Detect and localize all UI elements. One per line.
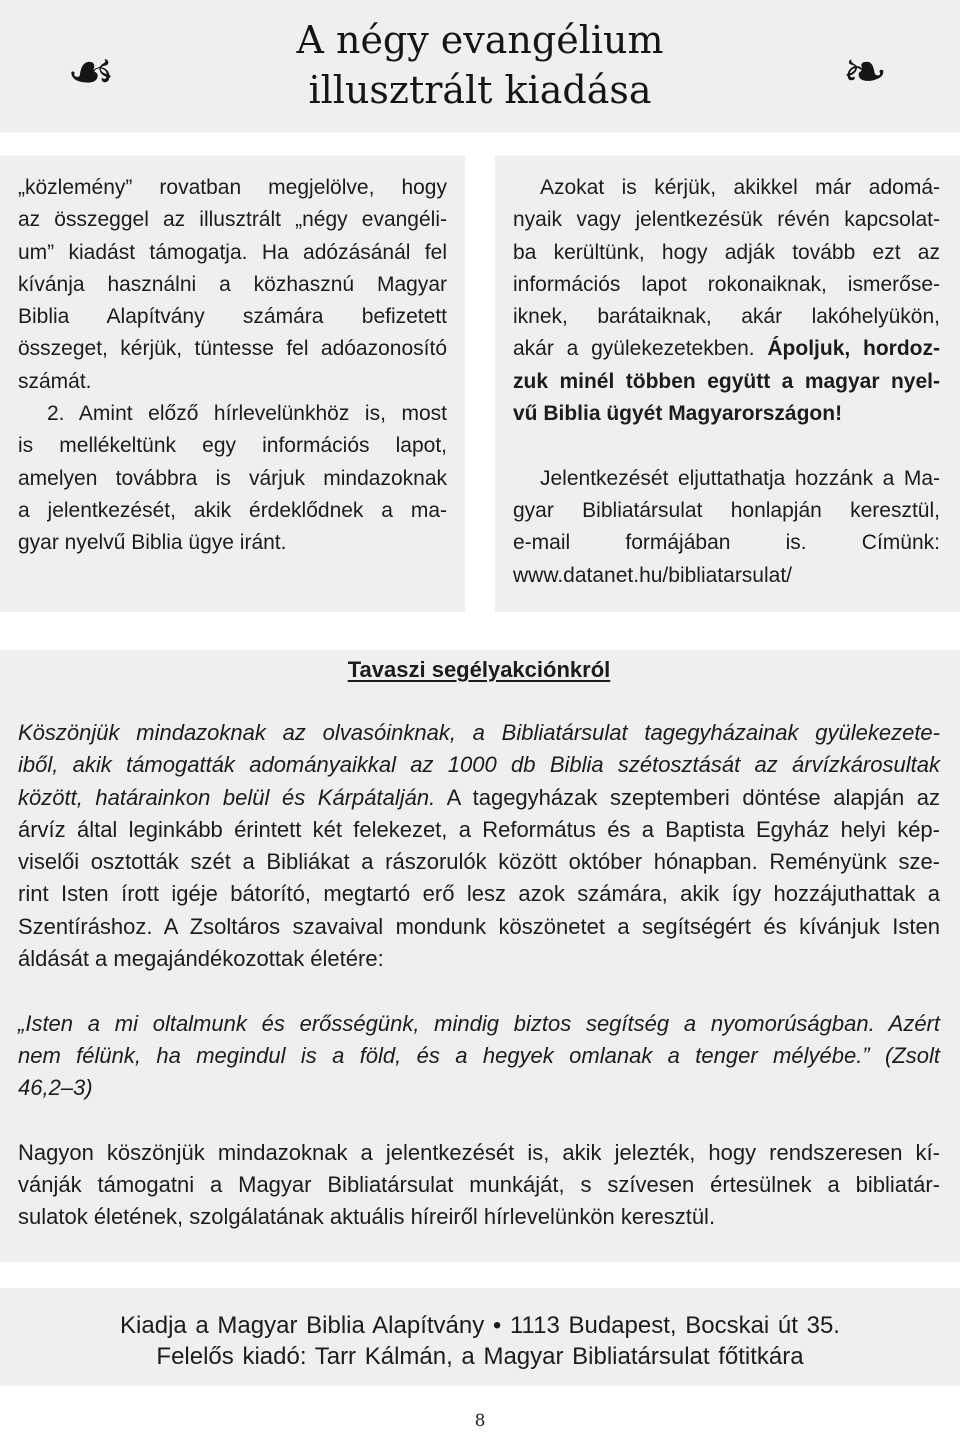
notice-line xyxy=(18,846,940,878)
right-column-bold-text: Ápoljuk, hordoz- xyxy=(767,337,940,361)
left-column-line xyxy=(18,527,447,559)
floral-heart-ornament-right-icon: ❧ xyxy=(842,40,888,103)
left-column-line xyxy=(18,204,447,236)
notice-line xyxy=(18,878,940,910)
notice-italic-text: 46,2–3) xyxy=(18,1075,93,1101)
left-column-text xyxy=(18,172,447,560)
right-column-bold-text: zuk minél többen együtt a magyar nyel- xyxy=(513,369,940,393)
notice-paragraph xyxy=(18,1008,940,1105)
notice-italic-text: iből, akik támogatták adományaikkal az 1000 db Biblia szétosztását az árvízkárosultak xyxy=(18,752,940,778)
right-column-text: iknek, barátaiknak, akár lakóhelyükön, xyxy=(513,305,940,329)
right-column-line xyxy=(513,463,940,495)
responsible-editor-line: Felelős kiadó: Tarr Kálmán, a Magyar Bibliatársulat főtitkára xyxy=(156,1342,804,1370)
left-column-line xyxy=(18,398,447,430)
notice-text: Nagyon köszönjük mindazoknak a jelentkezését is, akik jelezték, hogy rendszeresen kí- xyxy=(18,1139,940,1165)
notice-italic-text: Köszönjük mindazoknak az olvasóinknak, a Bibliatársulat tagegyházainak gyülekezete- xyxy=(18,720,940,745)
right-column-line xyxy=(513,301,940,333)
notice-italic-text: „Isten a mi oltalmunk és erősségünk, mindig biztos segítség a nyomorúságban. Azért xyxy=(18,1010,940,1036)
notice-line xyxy=(18,911,940,943)
notice-paragraph xyxy=(18,1137,940,1234)
right-column-line xyxy=(513,269,940,301)
notice-plain-text: A tagegyházak szeptemberi döntése alapján az xyxy=(435,784,940,810)
right-column-text: gyar Bibliatársulat honlapján keresztül, xyxy=(513,498,940,522)
notice-text xyxy=(18,717,940,1234)
right-column-line xyxy=(513,366,940,398)
left-column-paragraph xyxy=(18,172,447,398)
header-banner xyxy=(0,0,960,133)
title-line-2: illusztrált kiadása xyxy=(308,68,652,112)
left-column-text: kívánja használni a közhasznú Magyar xyxy=(18,272,447,296)
left-column-text: 2. Amint előző hírlevelünkhöz is, most xyxy=(47,402,447,426)
notice-line xyxy=(18,1201,940,1233)
left-column-line xyxy=(18,237,447,269)
right-column-plain-text: akár a gyülekezetekben. xyxy=(513,337,768,361)
left-column-text: Biblia Alapítvány számára befizetett xyxy=(18,305,447,329)
notice-italic-text: nem félünk, ha megindul is a föld, és a hegyek omlanak a tenger mélyébe.” (Zsolt xyxy=(18,1042,940,1068)
left-column-line xyxy=(18,430,447,462)
right-column-line xyxy=(513,204,940,236)
notice-text: vánják támogatni a Magyar Bibliatársulat munkáját, s szívesen értesülnek a bibliatár- xyxy=(18,1172,940,1198)
notice-line xyxy=(18,1169,940,1201)
right-column-text: e-mail formájában is. Címünk: xyxy=(513,531,940,555)
left-column-line xyxy=(18,301,447,333)
left-column-line xyxy=(18,463,447,495)
publisher-line: Kiadja a Magyar Biblia Alapítvány • 1113 Budapest, Bocskai út 35. xyxy=(120,1311,840,1339)
right-column-text: ba kerültünk, hogy adják tovább ezt az xyxy=(513,240,940,264)
right-column-text: Azokat is kérjük, akikkel már adomá- xyxy=(540,176,940,199)
notice-line xyxy=(18,814,940,846)
notice-line xyxy=(18,782,940,814)
notice-text: árvíz által leginkább érintett két felekezet, a Református és a Baptista Egyház helyi kép- xyxy=(18,816,940,842)
left-column-text: gyar nyelvű Biblia ügye iránt. xyxy=(18,531,287,555)
notice-text: Szentíráshoz. A Zsoltáros szavaival mondunk köszönetet a segítségért és kívánjuk Isten xyxy=(18,913,940,939)
notice-line xyxy=(18,1040,940,1072)
left-column-text: számát. xyxy=(18,369,92,393)
notice-heading: Tavaszi segélyakciónkról xyxy=(347,657,611,682)
notice-text: áldását a megajándékozottak életére: xyxy=(18,946,384,972)
right-column-bold-text: vű Biblia ügyét Magyarországon! xyxy=(513,402,843,426)
notice-line xyxy=(18,1137,940,1169)
notice-line xyxy=(18,1072,940,1104)
notice-paragraph xyxy=(18,717,940,975)
left-column-text: az összeggel az illusztrált „négy evangéli- xyxy=(18,208,447,232)
right-column-line xyxy=(513,527,940,559)
right-column-text xyxy=(513,172,940,592)
right-column-paragraph xyxy=(513,172,940,430)
notice-text: viselői osztották szét a Bibliákat a rászorulók között október hónapban. Reményünk sze- xyxy=(18,849,940,875)
notice-line xyxy=(18,717,940,749)
right-column-panel xyxy=(495,155,960,612)
left-column-text: a jelentkezését, akik érdeklődnek a ma- xyxy=(18,498,447,522)
notice-line xyxy=(18,749,940,781)
right-column-text: információs lapot rokonaiknak, ismerőse- xyxy=(513,272,940,296)
left-column-line xyxy=(18,333,447,365)
left-column-line xyxy=(18,366,447,398)
right-column-line xyxy=(513,495,940,527)
publisher-footer xyxy=(0,1288,960,1386)
left-column-text: „közlemény” rovatban megjelölve, hogy xyxy=(18,176,447,199)
relief-action-notice xyxy=(0,650,960,1262)
title-line-1: A négy evangélium xyxy=(296,18,664,62)
right-column-line xyxy=(513,333,940,365)
page-number: 8 xyxy=(474,1411,486,1431)
left-column-line xyxy=(18,495,447,527)
right-column-line xyxy=(513,560,940,592)
right-column-line xyxy=(513,172,940,204)
right-column-line xyxy=(513,398,940,430)
notice-line xyxy=(18,1008,940,1040)
right-column-line xyxy=(513,237,940,269)
right-column-text: www.datanet.hu/bibliatarsulat/ xyxy=(513,563,792,587)
left-column-text: összeget, kérjük, tüntesse fel adóazonosító xyxy=(18,337,447,361)
right-column-text: nyaik vagy jelentkezésük révén kapcsolat- xyxy=(513,208,940,232)
right-column-text: Jelentkezését eljuttathatja hozzánk a Ma- xyxy=(540,466,940,490)
floral-heart-ornament-left-icon: ☙ xyxy=(66,40,116,103)
left-column-line xyxy=(18,269,447,301)
notice-line xyxy=(18,943,940,975)
page-title xyxy=(0,15,960,115)
notice-text: rint Isten írott igéje bátorító, megtartó erő lesz azok számára, akik így hozzájuthattak a xyxy=(18,881,940,907)
left-column-paragraph xyxy=(18,398,447,559)
left-column-panel xyxy=(0,155,465,612)
notice-text: sulatok életének, szolgálatának aktuális híreiről hírlevelünkön keresztül. xyxy=(18,1204,716,1230)
notice-italic-text: között, határainkon belül és Kárpátalján. xyxy=(18,784,436,810)
left-column-text: amelyen továbbra is várjuk mindazoknak xyxy=(18,466,447,490)
right-column-paragraph xyxy=(513,463,940,592)
left-column-line xyxy=(18,172,447,204)
left-column-text: um” kiadást támogatja. Ha adózásánál fel xyxy=(18,240,447,264)
left-column-text: is mellékeltünk egy információs lapot, xyxy=(18,434,447,458)
